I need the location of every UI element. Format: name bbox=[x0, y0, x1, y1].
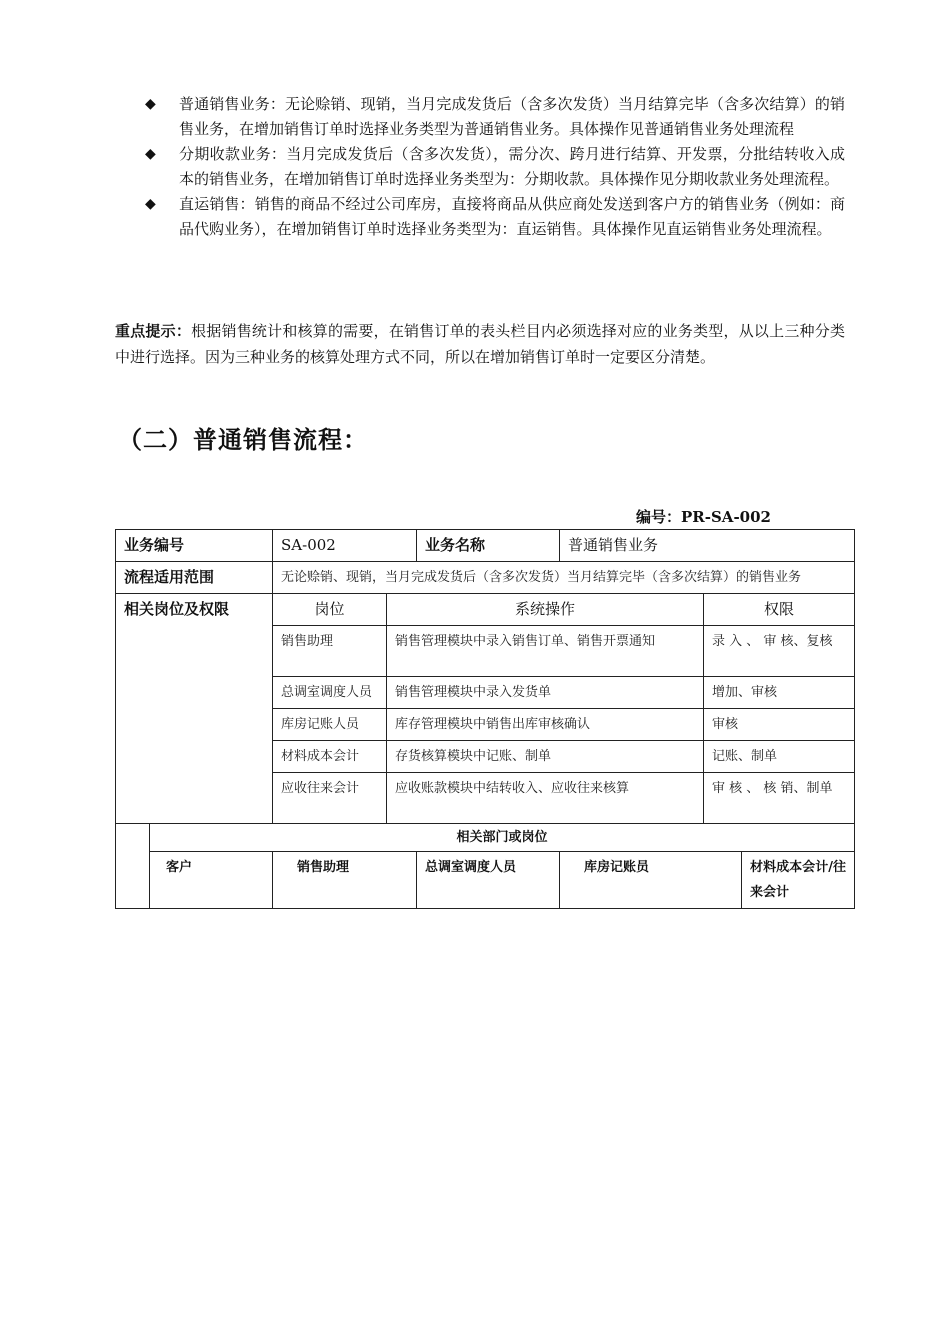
process-table bbox=[115, 529, 855, 909]
bullet-list bbox=[115, 92, 845, 242]
permission-cell: 审核 bbox=[704, 709, 855, 741]
roles-label: 相关岗位及权限 bbox=[116, 594, 273, 824]
permission-cell: 记账、制单 bbox=[704, 741, 855, 773]
operation-cell: 存货核算模块中记账、制单 bbox=[387, 741, 704, 773]
section-title: （二）普通销售流程： bbox=[118, 426, 368, 454]
bullet-item bbox=[115, 92, 845, 142]
biz-name-label: 业务名称 bbox=[417, 530, 560, 562]
biz-code-label: 业务编号 bbox=[116, 530, 273, 562]
key-note bbox=[115, 318, 845, 370]
bullet-text: 普通销售业务：无论赊销、现销，当月完成发货后（含多次发货）当月结算完毕（含多次结算）的销售业务，在增加销售订单时选择业务类型为普通销售业务。具体操作见普通销售业务处理流程 bbox=[179, 95, 845, 138]
column-header-post: 岗位 bbox=[273, 594, 387, 626]
operation-cell: 销售管理模块中录入销售订单、销售开票通知 bbox=[387, 626, 704, 677]
bullet-text: 分期收款业务：当月完成发货后（含多次发货），需分次、跨月进行结算、开发票，分批结转收入成本的销售业务，在增加销售订单时选择业务类型为：分期收款。具体操作见分期收款业务处理流程。 bbox=[179, 145, 845, 188]
permission-cell: 增加、审核 bbox=[704, 677, 855, 709]
dept-header: 相关部门或岗位 bbox=[150, 824, 855, 852]
dept-column-dispatcher: 总调室调度人员 bbox=[417, 852, 560, 909]
empty-cell bbox=[116, 824, 150, 909]
dept-column-warehouse-clerk: 库房记账员 bbox=[560, 852, 742, 909]
post-cell: 材料成本会计 bbox=[273, 741, 387, 773]
column-header-operation: 系统操作 bbox=[387, 594, 704, 626]
table-row bbox=[116, 852, 855, 909]
bullet-item bbox=[115, 192, 845, 242]
column-header-permission: 权限 bbox=[704, 594, 855, 626]
post-cell: 销售助理 bbox=[273, 626, 387, 677]
table-row bbox=[116, 594, 855, 626]
key-note-label: 重点提示： bbox=[115, 322, 192, 340]
table-row bbox=[116, 824, 855, 852]
operation-cell: 应收账款模块中结转收入、应收往来核算 bbox=[387, 773, 704, 824]
permission-cell: 录 入 、 审 核、复核 bbox=[704, 626, 855, 677]
key-note-text: 根据销售统计和核算的需要，在销售订单的表头栏目内必须选择对应的业务类型，从以上三种分类中进行选择。因为三种业务的核算处理方式不同，所以在增加销售订单时一定要区分清楚。 bbox=[115, 322, 845, 366]
diamond-bullet-icon: ◆ bbox=[145, 96, 156, 112]
document-code: 编号：PR-SA-002 bbox=[636, 508, 771, 526]
post-cell: 总调室调度人员 bbox=[273, 677, 387, 709]
dept-column-sales-assistant: 销售助理 bbox=[273, 852, 417, 909]
bullet-item bbox=[115, 142, 845, 192]
operation-cell: 库存管理模块中销售出库审核确认 bbox=[387, 709, 704, 741]
scope-label: 流程适用范围 bbox=[116, 562, 273, 594]
dept-column-accountant: 材料成本会计/往来会计 bbox=[742, 852, 855, 909]
diamond-bullet-icon: ◆ bbox=[145, 196, 156, 212]
biz-name-value: 普通销售业务 bbox=[560, 530, 855, 562]
biz-code-value: SA-002 bbox=[273, 530, 417, 562]
operation-cell: 销售管理模块中录入发货单 bbox=[387, 677, 704, 709]
scope-value: 无论赊销、现销，当月完成发货后（含多次发货）当月结算完毕（含多次结算）的销售业务 bbox=[273, 562, 855, 594]
table-row bbox=[116, 530, 855, 562]
table-row bbox=[116, 562, 855, 594]
diamond-bullet-icon: ◆ bbox=[145, 146, 156, 162]
bullet-text: 直运销售：销售的商品不经过公司库房，直接将商品从供应商处发送到客户方的销售业务（例如：商品代购业务），在增加销售订单时选择业务类型为：直运销售。具体操作见直运销售业务处理流程。 bbox=[179, 195, 845, 238]
post-cell: 应收往来会计 bbox=[273, 773, 387, 824]
permission-cell: 审 核 、 核 销、制单 bbox=[704, 773, 855, 824]
post-cell: 库房记账人员 bbox=[273, 709, 387, 741]
dept-column-customer: 客户 bbox=[150, 852, 273, 909]
